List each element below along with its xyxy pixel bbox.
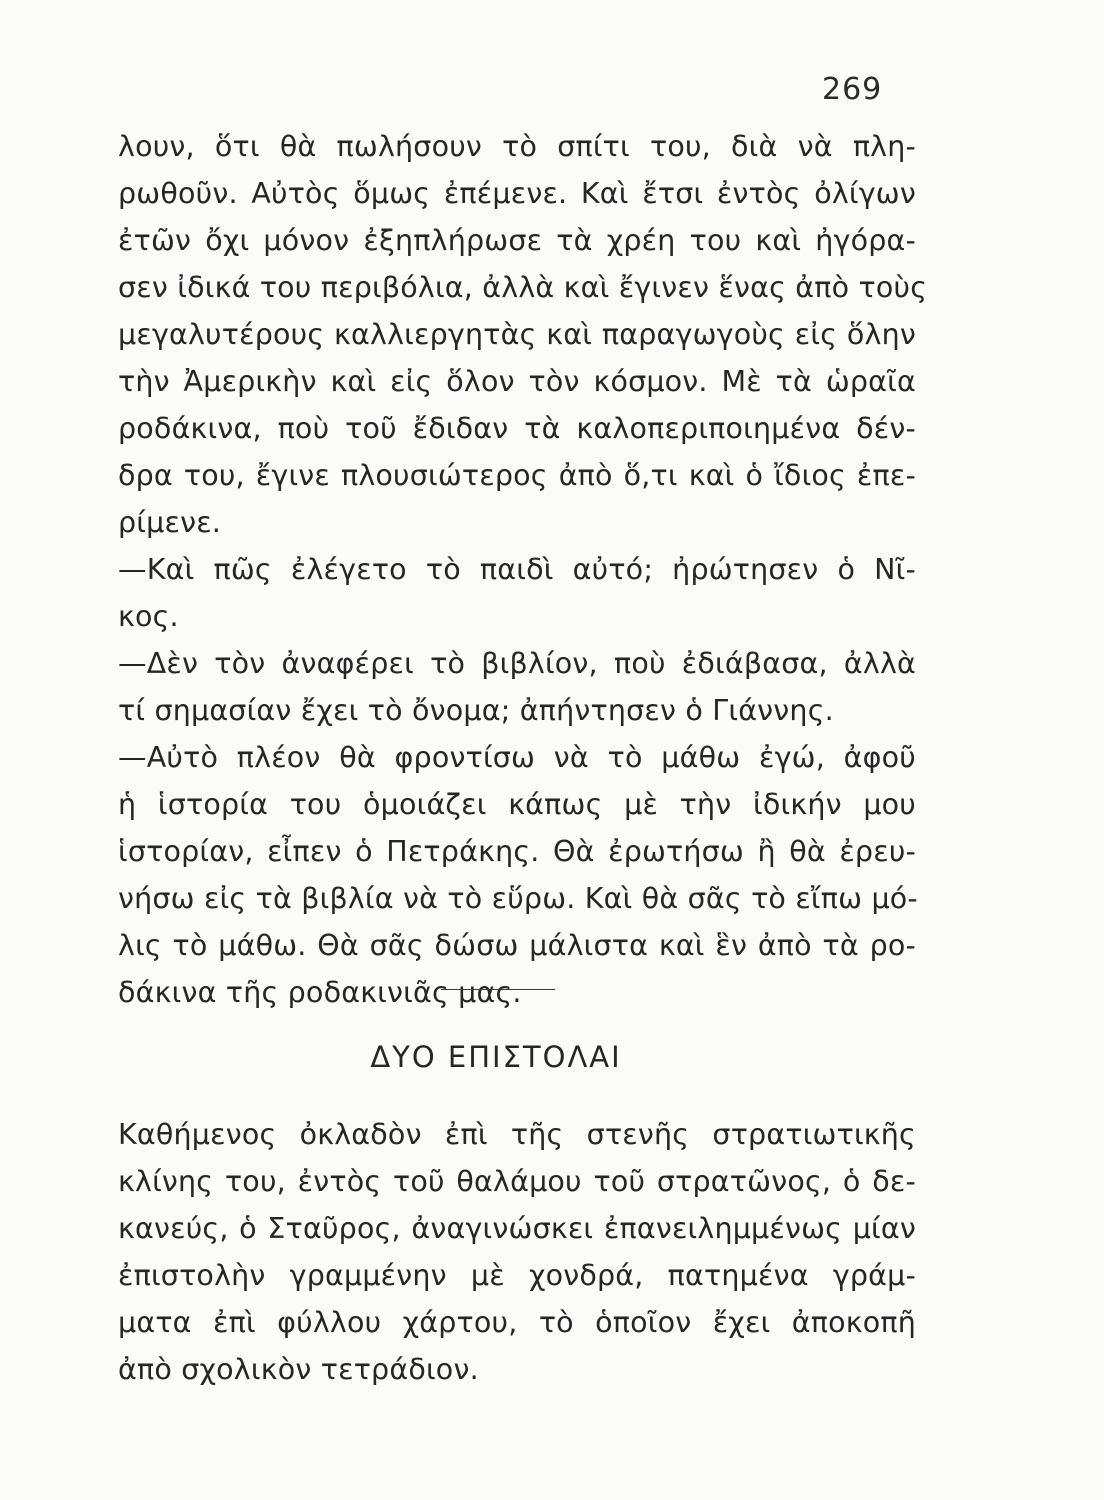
- text-line: τί σημασίαν ἔχει τὸ ὄνομα; ἀπήντησεν ὁ Γιάννης.: [118, 694, 834, 727]
- text-line: ἐπιστολὴν γραμμένην μὲ χονδρά, πατημένα γράμ-: [118, 1259, 916, 1292]
- text-line: τὴν Ἀμερικὴν καὶ εἰς ὅλον τὸν κόσμον. Μὲ τὰ ὡραῖα: [118, 365, 916, 398]
- text-line: ροδάκινα, ποὺ τοῦ ἔδιδαν τὰ καλοπεριποιημένα δέν-: [118, 412, 916, 445]
- dialogue-line: —Δὲν τὸν ἀναφέρει τὸ βιβλίον, ποὺ ἐδιάβασα, ἀλλὰ: [118, 647, 916, 680]
- text-line: δρα του, ἔγινε πλουσιώτερος ἀπὸ ὅ,τι καὶ ὁ ἴδιος ἐπε-: [118, 459, 916, 492]
- text-line: ἱστορίαν, εἶπεν ὁ Πετράκης. Θὰ ἐρωτήσω ἢ θὰ ἐρευ-: [118, 835, 916, 868]
- upper-paragraph: [118, 123, 928, 1016]
- text-line: κανεύς, ὁ Σταῦρος, ἀναγινώσκει ἐπανειλημμένως μίαν: [118, 1212, 916, 1245]
- text-line: λουν, ὅτι θὰ πωλήσουν τὸ σπίτι του, διὰ νὰ πλη-: [118, 130, 916, 163]
- text-line: ρίμενε.: [118, 506, 222, 539]
- dialogue-line: —Αὐτὸ πλέον θὰ φροντίσω νὰ τὸ μάθω ἐγώ, ἀφοῦ: [118, 741, 916, 774]
- text-line: ἡ ἱστορία του ὁμοιάζει κάπως μὲ τὴν ἰδικήν μου: [118, 788, 916, 821]
- section-divider: [441, 989, 555, 990]
- text-line: νήσω εἰς τὰ βιβλία νὰ τὸ εὕρω. Καὶ θὰ σᾶς τὸ εἴπω μό-: [118, 882, 918, 915]
- text-line: δάκινα τῆς ροδακινιᾶς μας.: [118, 976, 522, 1009]
- text-line: Καθήμενος ὀκλαδὸν ἐπὶ τῆς στενῆς στρατιωτικῆς: [118, 1118, 916, 1151]
- text-line: μεγαλυτέρους καλλιεργητὰς καὶ παραγωγοὺς εἰς ὅλην: [118, 318, 916, 351]
- text-line: σεν ἰδικά του περιβόλια, ἀλλὰ καὶ ἔγινεν ἕνας ἀπὸ τοὺς: [118, 271, 928, 304]
- lower-paragraph: [118, 1111, 916, 1393]
- text-line: λις τὸ μάθω. Θὰ σᾶς δώσω μάλιστα καὶ ἓν ἀπὸ τὰ ρο-: [118, 929, 916, 962]
- text-line: ματα ἐπὶ φύλλου χάρτου, τὸ ὁποῖον ἔχει ἀποκοπῆ: [118, 1306, 916, 1339]
- text-line: ρωθοῦν. Αὐτὸς ὅμως ἐπέμενε. Καὶ ἔτσι ἐντὸς ὀλίγων: [118, 177, 916, 210]
- dialogue-line: —Καὶ πῶς ἐλέγετο τὸ παιδὶ αὐτό; ἠρώτησεν ὁ Νῖ-: [118, 553, 916, 586]
- text-line: ἀπὸ σχολικὸν τετράδιον.: [118, 1353, 479, 1386]
- text-line: ἐτῶν ὄχι μόνον ἐξηπλήρωσε τὰ χρέη του καὶ ἠγόρα-: [118, 224, 916, 257]
- text-line: κος.: [118, 600, 179, 633]
- section-heading: ΔΥΟ ΕΠΙΣΤΟΛΑΙ: [370, 1040, 622, 1074]
- page-number: 269: [822, 72, 883, 107]
- text-line: κλίνης του, ἐντὸς τοῦ θαλάμου τοῦ στρατῶνος, ὁ δε-: [118, 1165, 916, 1198]
